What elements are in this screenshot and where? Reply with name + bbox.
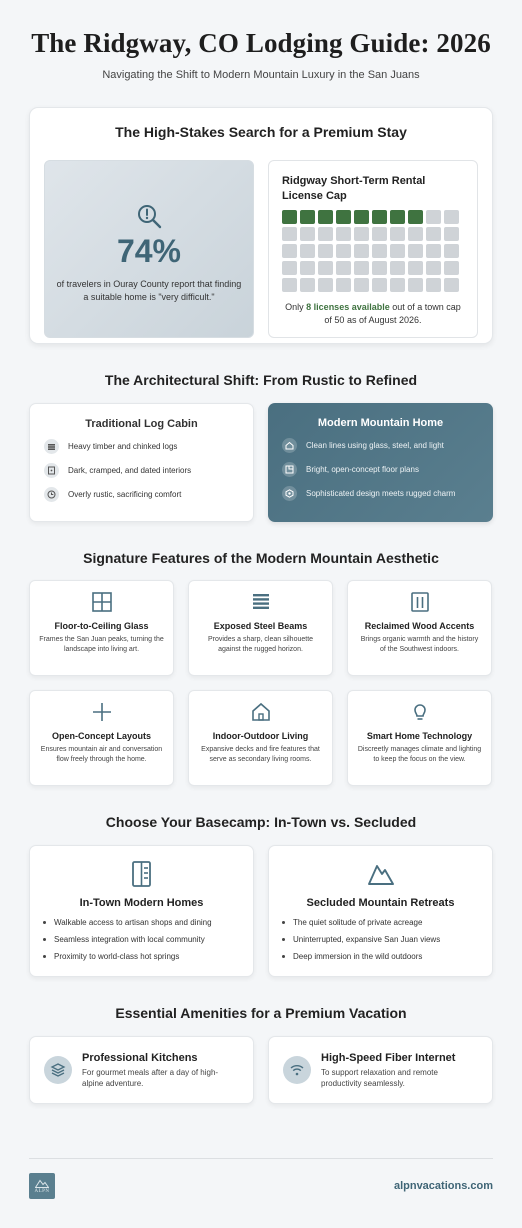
license-taken-cell: [426, 244, 441, 258]
amenity-title: High-Speed Fiber Internet: [321, 1051, 456, 1064]
clock-icon: [44, 487, 59, 502]
page-title: The Ridgway, CO Lodging Guide: 2026: [31, 28, 491, 58]
license-taken-cell: [336, 227, 351, 241]
license-taken-cell: [318, 261, 333, 275]
license-available-cell: [408, 210, 423, 224]
list-item: The quiet solitude of private acreage: [281, 918, 492, 927]
license-taken-cell: [426, 210, 441, 224]
license-taken-cell: [354, 278, 369, 292]
log-stack-icon: [44, 439, 59, 454]
license-taken-cell: [318, 244, 333, 258]
license-taken-cell: [336, 261, 351, 275]
license-taken-cell: [354, 244, 369, 258]
traditional-cabin-card: [29, 403, 254, 522]
list-item: Sophisticated design meets rugged charm: [282, 486, 479, 501]
license-taken-cell: [282, 261, 297, 275]
license-taken-cell: [408, 227, 423, 241]
license-available-cell: [300, 210, 315, 224]
feature-card-wood: [347, 580, 492, 676]
license-taken-cell: [354, 227, 369, 241]
steel-beam-icon: [250, 591, 272, 613]
mountain-logo-icon: [35, 1179, 49, 1188]
feature-title: Exposed Steel Beams: [213, 621, 308, 631]
license-taken-cell: [282, 278, 297, 292]
license-cap-title: Ridgway Short-Term Rental License Cap: [281, 175, 426, 202]
feature-title: Indoor-Outdoor Living: [212, 731, 309, 741]
feature-description: Ensures mountain air and conversation flow freely through the home.: [40, 746, 163, 763]
license-taken-cell: [336, 278, 351, 292]
feature-description: Discreetly manages climate and lighting to keep the focus on the view.: [357, 746, 482, 763]
list-item: Walkable access to artisan shops and dining: [42, 918, 253, 927]
difficulty-description: of travelers in Ouray County report that finding a suitable home is "very difficult.": [56, 279, 242, 302]
mountain-icon: [367, 860, 395, 888]
secluded-card: [268, 845, 493, 977]
license-taken-cell: [444, 261, 459, 275]
license-taken-cell: [408, 244, 423, 258]
hexagon-icon: [282, 486, 297, 501]
amenity-card-kitchen: [29, 1036, 254, 1104]
license-taken-cell: [336, 244, 351, 258]
amenity-title: Professional Kitchens: [82, 1051, 198, 1064]
license-taken-cell: [390, 227, 405, 241]
traditional-cabin-title: Traditional Log Cabin: [85, 418, 198, 430]
license-available-cell: [336, 210, 351, 224]
footer: [29, 1158, 493, 1194]
smart-bulb-icon: [409, 701, 431, 723]
wood-plank-icon: [409, 591, 431, 613]
list-item: Overly rustic, sacrificing comfort: [44, 487, 239, 502]
feature-card-steel: [188, 580, 333, 676]
license-taken-cell: [408, 261, 423, 275]
license-taken-cell: [372, 227, 387, 241]
license-taken-cell: [426, 261, 441, 275]
wifi-icon: [283, 1056, 311, 1084]
license-cap-caption: [282, 301, 464, 327]
feature-description: Brings organic warmth and the history of the Southwest indoors.: [360, 636, 479, 653]
floor-plan-icon: [282, 462, 297, 477]
license-available-highlight: 8 licenses available: [306, 302, 390, 312]
search-alert-icon: [136, 203, 162, 229]
license-caption-prefix: Only: [285, 302, 307, 312]
modern-home-card: [268, 403, 493, 522]
list-item: Heavy timber and chinked logs: [44, 439, 239, 454]
license-taken-cell: [300, 227, 315, 241]
license-taken-cell: [300, 278, 315, 292]
door-icon: [44, 463, 59, 478]
building-icon: [129, 860, 155, 888]
license-taken-cell: [408, 278, 423, 292]
license-taken-cell: [300, 261, 315, 275]
feature-title: Reclaimed Wood Accents: [364, 621, 475, 631]
features-section-title: Signature Features of the Modern Mountain Aesthetic: [83, 550, 439, 566]
house-icon: [250, 701, 272, 723]
search-stakes-title: The High-Stakes Search for a Premium Stay: [115, 124, 407, 140]
feature-description: Provides a sharp, clean silhouette against the rugged horizon.: [207, 636, 314, 653]
window-grid-icon: [91, 591, 113, 613]
in-town-card: [29, 845, 254, 977]
license-taken-cell: [426, 227, 441, 241]
list-item: Deep immersion in the wild outdoors: [281, 952, 492, 961]
secluded-title: Secluded Mountain Retreats: [306, 897, 455, 909]
basecamp-section-title: Choose Your Basecamp: In-Town vs. Secluded: [105, 814, 417, 830]
feature-description: Frames the San Juan peaks, turning the landscape into living art.: [39, 636, 164, 653]
list-item: Seamless integration with local community: [42, 935, 253, 944]
brand-logo[interactable]: [29, 1173, 55, 1199]
plus-icon: [91, 701, 113, 723]
license-taken-cell: [282, 227, 297, 241]
feature-title: Open-Concept Layouts: [51, 731, 151, 741]
website-link[interactable]: alpnvacations.com: [393, 1180, 493, 1192]
feature-title: Floor-to-Ceiling Glass: [54, 621, 149, 631]
license-taken-cell: [390, 278, 405, 292]
house-icon: [282, 438, 297, 453]
feature-description: Expansive decks and fire features that serve as secondary living rooms.: [201, 746, 320, 763]
feature-card-open-concept: [29, 690, 174, 786]
search-stakes-section: [29, 107, 493, 344]
license-taken-cell: [444, 244, 459, 258]
license-taken-cell: [372, 244, 387, 258]
license-available-cell: [354, 210, 369, 224]
license-taken-cell: [390, 244, 405, 258]
amenity-description: To support relaxation and remote productivity seamlessly.: [321, 1067, 438, 1088]
license-taken-cell: [426, 278, 441, 292]
license-taken-cell: [372, 278, 387, 292]
license-taken-cell: [300, 244, 315, 258]
feature-card-glass: [29, 580, 174, 676]
amenity-card-internet: [268, 1036, 493, 1104]
license-taken-cell: [444, 227, 459, 241]
license-taken-cell: [318, 227, 333, 241]
license-cap-card: [268, 160, 478, 338]
logo-text: ALPN: [34, 1188, 50, 1194]
difficulty-percentage: 74%: [116, 233, 181, 269]
difficulty-stat-card: [44, 160, 254, 338]
license-available-cell: [372, 210, 387, 224]
layers-icon: [44, 1056, 72, 1084]
license-taken-cell: [444, 278, 459, 292]
license-caption-suffix: out of a town cap of 50 as of August 2026.: [324, 302, 461, 325]
amenities-section-title: Essential Amenities for a Premium Vacation: [115, 1005, 407, 1021]
license-taken-cell: [390, 261, 405, 275]
amenity-description: For gourmet meals after a day of high-alpine adventure.: [82, 1067, 219, 1088]
license-taken-cell: [444, 210, 459, 224]
list-item: Bright, open-concept floor plans: [282, 462, 479, 477]
license-available-cell: [318, 210, 333, 224]
modern-home-title: Modern Mountain Home: [317, 417, 444, 429]
license-taken-cell: [318, 278, 333, 292]
feature-card-indoor-outdoor: [188, 690, 333, 786]
license-taken-cell: [354, 261, 369, 275]
license-taken-cell: [282, 244, 297, 258]
list-item: Dark, cramped, and dated interiors: [44, 463, 239, 478]
in-town-title: In-Town Modern Homes: [79, 897, 204, 909]
license-available-cell: [390, 210, 405, 224]
list-item: Proximity to world-class hot springs: [42, 952, 253, 961]
list-item: Clean lines using glass, steel, and light: [282, 438, 479, 453]
license-available-cell: [282, 210, 297, 224]
license-taken-cell: [372, 261, 387, 275]
architectural-shift-title: The Architectural Shift: From Rustic to Refined: [104, 372, 418, 388]
list-item: Uninterrupted, expansive San Juan views: [281, 935, 492, 944]
license-grid: [282, 210, 464, 292]
page-subtitle: Navigating the Shift to Modern Mountain Luxury in the San Juans: [102, 69, 420, 81]
feature-card-smart-home: [347, 690, 492, 786]
feature-title: Smart Home Technology: [366, 731, 473, 741]
